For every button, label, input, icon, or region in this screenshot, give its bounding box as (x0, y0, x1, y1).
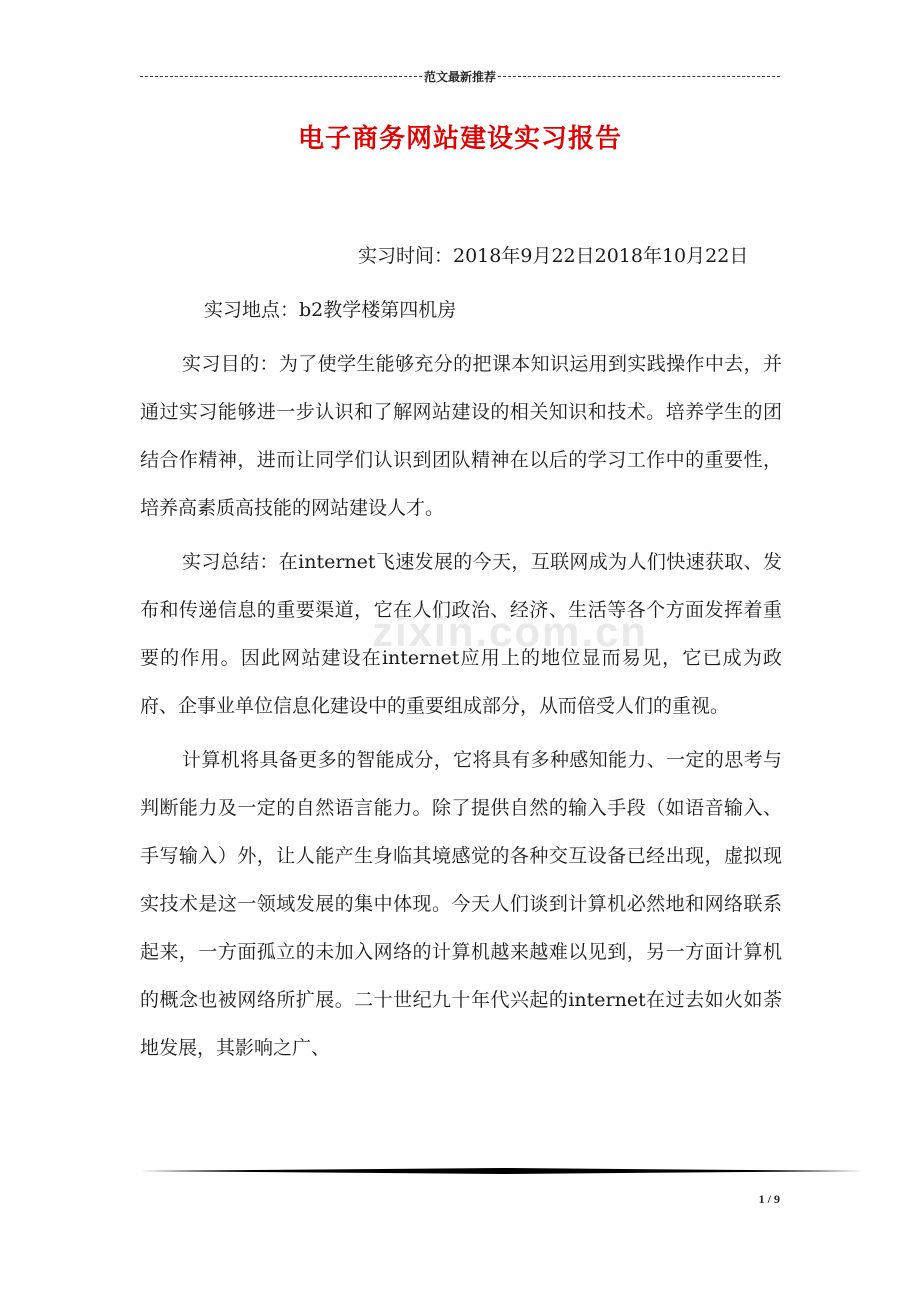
document-title: 电子商务网站建设实习报告 (297, 124, 622, 154)
header-label: 范文最新推荐 (424, 70, 497, 84)
footer-rule-shape (140, 1168, 864, 1174)
paragraph-computer: 计算机将具备更多的智能成分，它将具有多种感知能力、一定的思考与判断能力及一定的自然语言能力。除了提供自然的输入手段（如语音输入、手写输入）外，让人能产生身临其境感觉的各种交互设备已经出现，虚拟现实技术是这一领域发展的集中体现。今天人们谈到计算机必然地和网络联系起来，一方面孤立的未加入网络的计算机越来越难以见到，另一方面计算机的概念也被网络所扩展。二十世纪九十年代兴起的internet在过去如火如荼地发展，其影响之广、 (140, 749, 782, 1059)
paragraph-purpose: 实习目的：为了使学生能够充分的把课本知识运用到实践操作中去，并通过实习能够进一步认识和了解网站建设的相关知识和技术。培养学生的团结合作精神，进而让同学们认识到团队精神在以后的学习工作中的重要性，培养高素质高技能的网站建设人才。 (140, 353, 782, 519)
paragraph-time: 实习时间：2018年9月22日2018年10月22日 (358, 245, 749, 267)
footer-rule (140, 1168, 864, 1174)
header-dash-right (498, 76, 780, 77)
page-number: 1 / 9 (758, 1192, 780, 1206)
paragraph-summary: 实习总结：在internet飞速发展的今天，互联网成为人们快速获取、发布和传递信息的重要渠道，它在人们政治、经济、生活等各个方面发挥着重要的作用。因此网站建设在internet应用上的地位显而易见，它已成为政府、企事业单位信息化建设中的重要组成部分，从而倍受人们的重视。 (140, 551, 782, 717)
watermark: zixin.com.cn (372, 608, 649, 655)
header-dash-left (140, 76, 422, 77)
paragraph-place: 实习地点：b2教学楼第四机房 (204, 299, 457, 321)
page-header (140, 68, 780, 85)
